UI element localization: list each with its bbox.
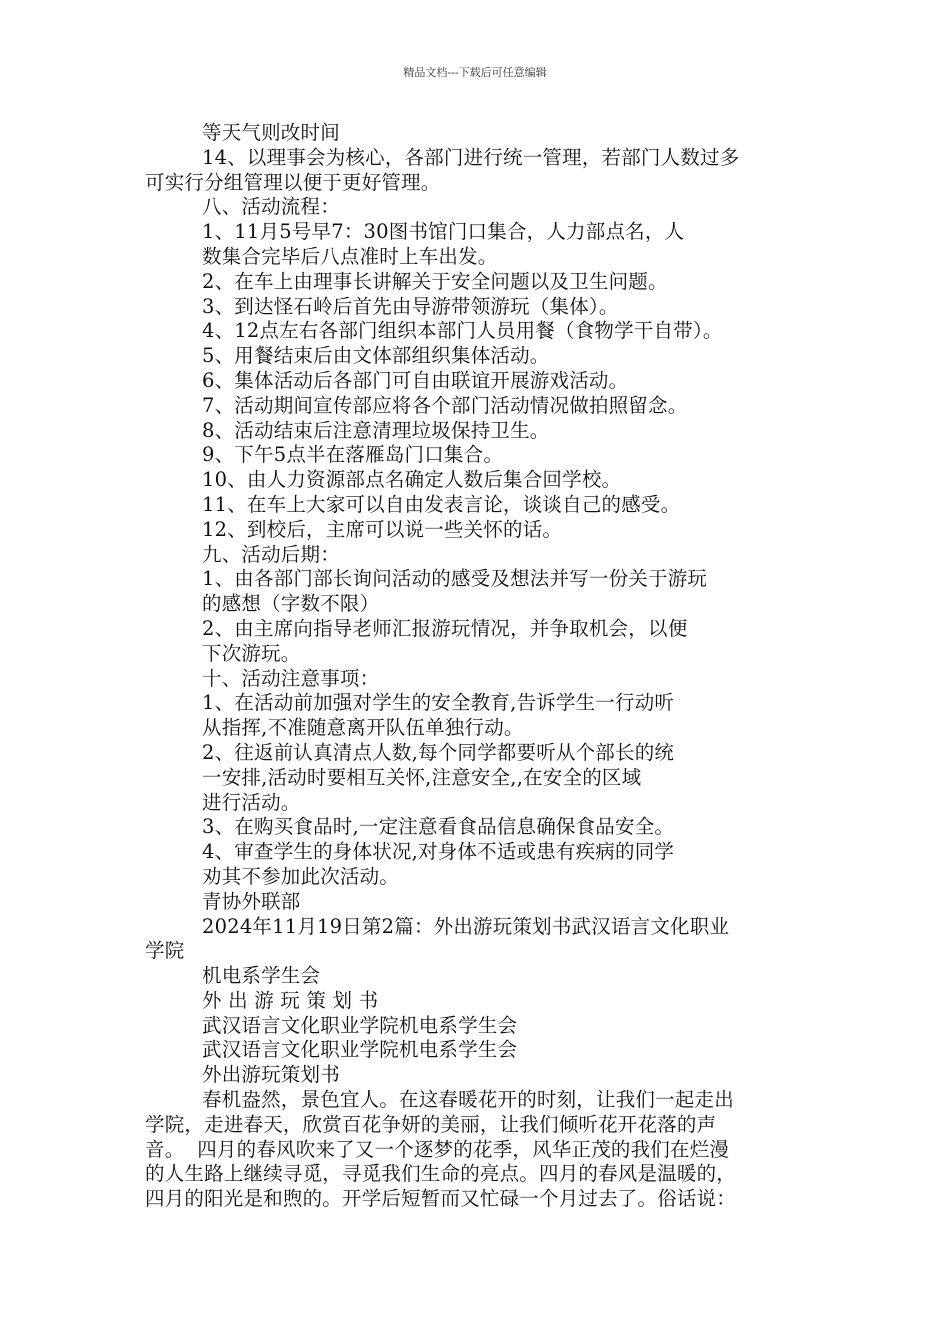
text-line: 学院 — [145, 939, 185, 963]
text-line: 进行活动。 — [202, 790, 301, 814]
text-line: 1、由各部门部长询问活动的感受及想法并写一份关于游玩 — [202, 567, 708, 591]
page-header: 精品文档---下载后可任意编辑 — [403, 66, 547, 79]
text-line: 14、以理事会为核心，各部门进行统一管理，若部门人数过多 — [202, 145, 740, 169]
text-line: 武汉语言文化职业学院机电系学生会 — [202, 1038, 518, 1062]
text-line: 12、到校后，主席可以说一些关怀的话。 — [202, 517, 563, 541]
text-line: 3、在购买食品时,一定注意看食品信息确保食品安全。 — [202, 815, 675, 839]
text-line: 11、在车上大家可以自由发表言论，谈谈自己的感受。 — [202, 492, 681, 516]
text-line: 8、活动结束后注意清理垃圾保持卫生。 — [202, 418, 550, 442]
text-line: 数集合完毕后八点准时上车出发。 — [202, 244, 498, 268]
text-line: 学院，走进春天，欣赏百花争妍的美丽，让我们倾听花开花落的声 — [145, 1112, 717, 1136]
text-line: 机电系学生会 — [202, 964, 321, 988]
text-line: 1、11月5号早7：30图书馆门口集合，人力部点名，人 — [202, 220, 685, 244]
text-line: 2、往返前认真清点人数,每个同学都要听从个部长的统 — [202, 740, 675, 764]
text-line: 2、在车上由理事长讲解关于安全问题以及卫生问题。 — [202, 269, 668, 293]
document-body — [145, 121, 815, 1212]
text-line: 等天气则改时间 — [202, 121, 340, 144]
signature-line: 青协外联部 — [202, 889, 301, 913]
text-line: 7、活动期间宣传部应将各个部门活动情况做拍照留念。 — [202, 393, 688, 417]
section-heading: 八、活动流程： — [202, 195, 340, 219]
text-line: 四月的阳光是和煦的。开学后短暂而又忙碌一个月过去了。俗话说： — [145, 1187, 737, 1211]
text-line: 9、下午5点半在落雁岛门口集合。 — [202, 443, 504, 467]
text-line: 可实行分组管理以便于更好管理。 — [145, 170, 441, 194]
section-heading: 十、活动注意事项： — [202, 666, 380, 690]
text-line: 2、由主席向指导老师汇报游玩情况，并争取机会，以便 — [202, 616, 688, 640]
text-line: 的感想（字数不限） — [202, 592, 380, 616]
text-line: 劝其不参加此次活动。 — [202, 864, 400, 888]
text-line: 4、12点左右各部门组织本部门人员用餐（食物学干自带）。 — [202, 319, 723, 343]
text-line: 外 出 游 玩 策 划 书 — [202, 988, 379, 1012]
text-line: 1、在活动前加强对学生的安全教育,告诉学生一行动听 — [202, 691, 675, 715]
text-line: 5、用餐结束后由文体部组织集体活动。 — [202, 344, 550, 368]
text-line: 下次游玩。 — [202, 641, 301, 665]
text-line: 外出游玩策划书 — [202, 1063, 340, 1087]
section-heading: 九、活动后期： — [202, 542, 340, 566]
text-line: 从指挥,不准随意离开队伍单独行动。 — [202, 716, 524, 740]
text-line: 10、由人力资源部点名确定人数后集合回学校。 — [202, 468, 622, 492]
text-line: 一安排,活动时要相互关怀,注意安全,,在安全的区域 — [202, 765, 642, 789]
text-line: 武汉语言文化职业学院机电系学生会 — [202, 1013, 518, 1037]
text-line: 4、审查学生的身体状况,对身体不适或患有疾病的同学 — [202, 840, 675, 864]
text-line: 2024年11月19日第2篇：外出游玩策划书武汉语言文化职业 — [202, 914, 730, 938]
text-line: 的人生路上继续寻觅，寻觅我们生命的亮点。四月的春风是温暖的， — [145, 1162, 737, 1186]
text-line: 春机盎然，景色宜人。在这春暖花开的时刻，让我们一起走出 — [202, 1088, 734, 1112]
text-line: 6、集体活动后各部门可自由联谊开展游戏活动。 — [202, 368, 629, 392]
text-line: 音。 四月的春风吹来了又一个逐梦的花季，风华正茂的我们在烂漫 — [145, 1137, 730, 1161]
text-line: 3、到达怪石岭后首先由导游带领游玩（集体）。 — [202, 294, 619, 318]
